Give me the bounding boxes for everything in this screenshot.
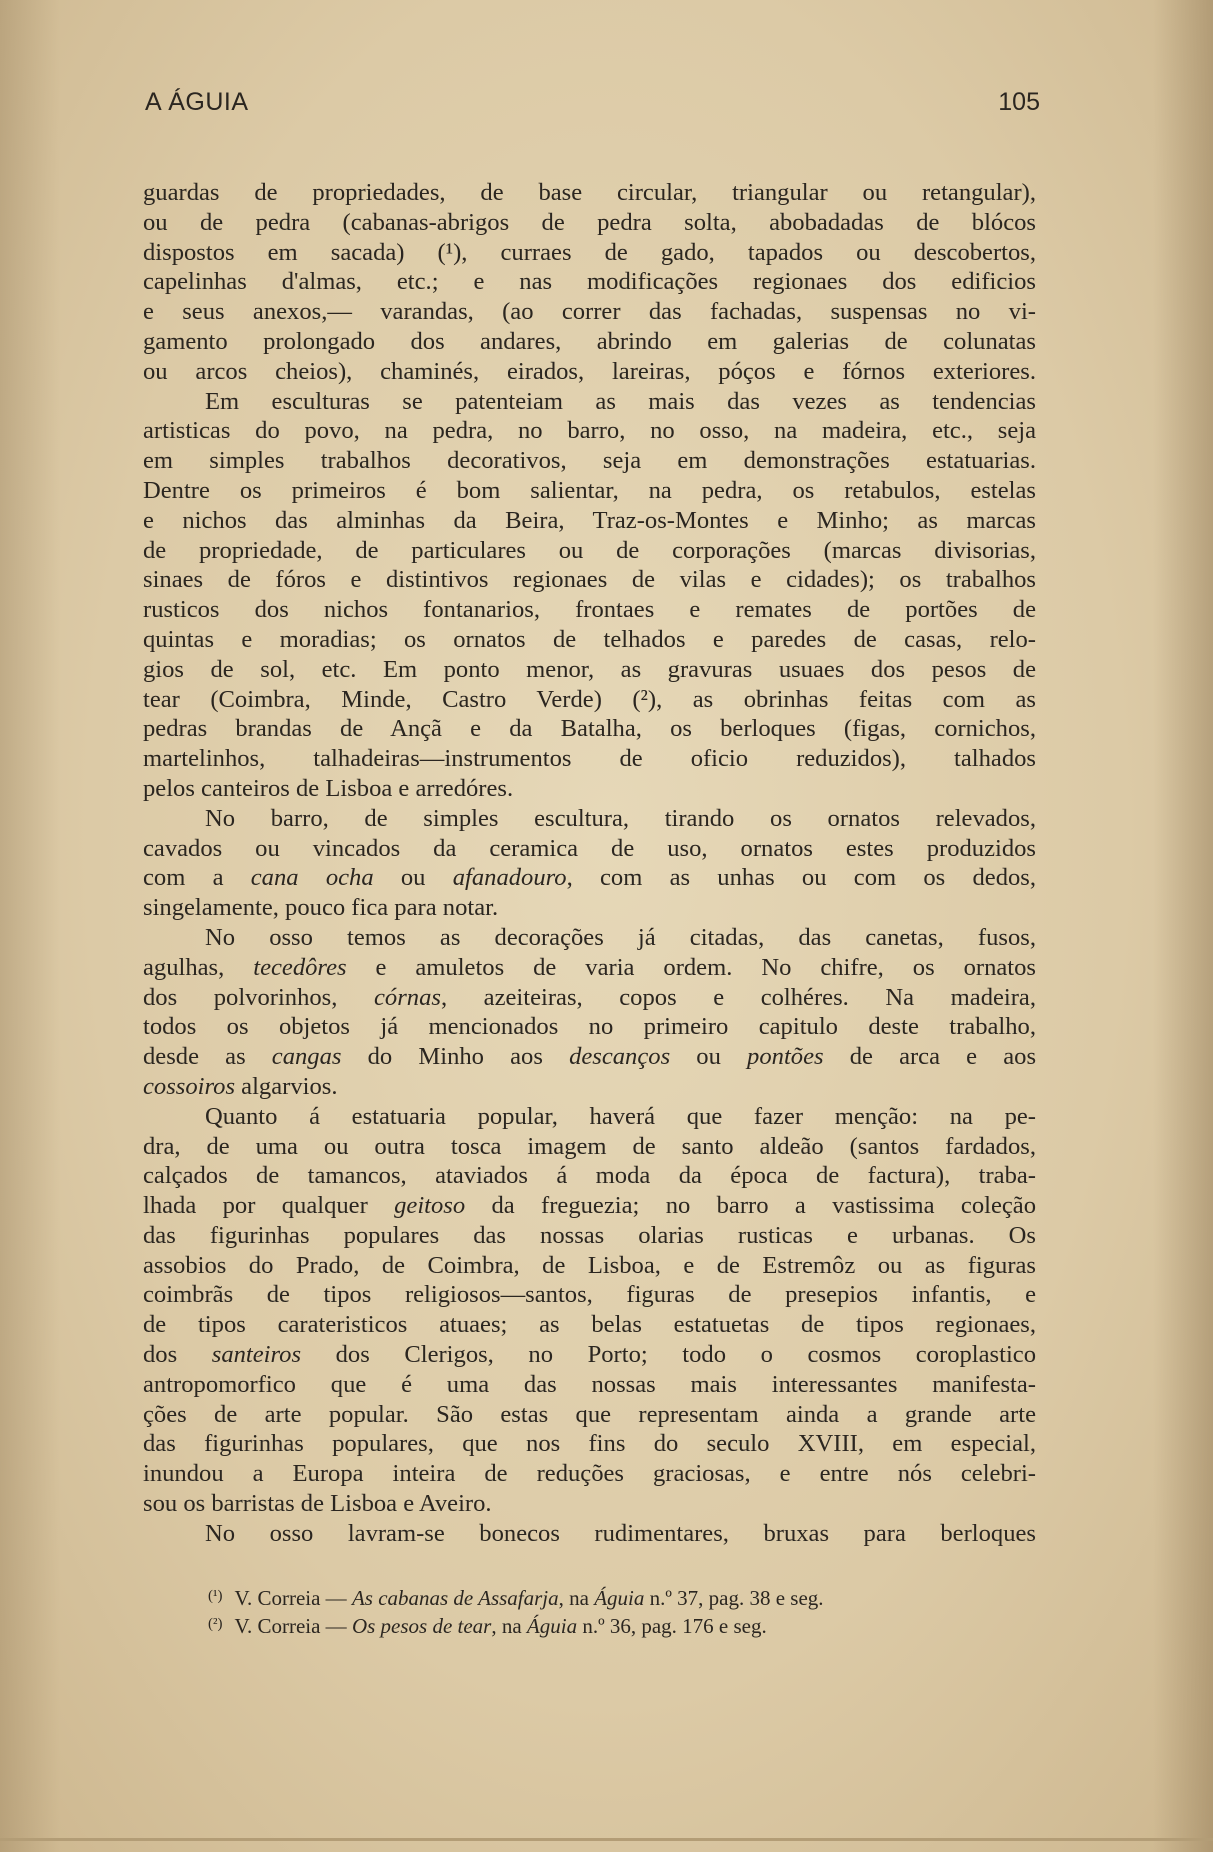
- text-line: guardas de propriedades, de base circular, triangular ou retangular),: [143, 179, 1036, 206]
- text-line: e seus anexos,— varandas, (ao correr das fachadas, suspensas no vi-: [143, 298, 1036, 326]
- text-line: inundou a Europa inteira de reduções graciosas, e entre nós celebri-: [143, 1460, 1036, 1488]
- text-line: gamento prolongado dos andares, abrindo em galerias de colunatas: [143, 327, 1036, 355]
- text-line: artisticas do povo, na pedra, no barro, no osso, na madeira, etc., seja: [143, 417, 1036, 445]
- text-line: dispostos em sacada) (¹), curraes de gado, tapados ou descobertos,: [143, 238, 1036, 266]
- text-line: pedras brandas de Ançã e da Batalha, os berloques (figas, cornichos,: [143, 715, 1036, 743]
- text-line: tear (Coimbra, Minde, Castro Verde) (²), as obrinhas feitas com as: [143, 685, 1036, 713]
- text-line: ou arcos cheios), chaminés, eirados, lareiras, póços e fórnos exteriores.: [143, 357, 1036, 385]
- text-line: pelos canteiros de Lisboa e arredóres.: [143, 774, 514, 802]
- text-line: sinaes de fóros e distintivos regionaes de vilas e cidades); os trabalhos: [143, 566, 1036, 594]
- text-line: Quanto á estatuaria popular, haverá que fazer menção: na pe-: [205, 1102, 1036, 1130]
- text-line: sou os barristas de Lisboa e Aveiro.: [143, 1490, 492, 1518]
- text-line: No osso lavram-se bonecos rudimentares, bruxas para berloques: [205, 1519, 1036, 1547]
- running-head: [145, 88, 1040, 124]
- text-line: em simples trabalhos decorativos, seja em demonstrações estatuarias.: [143, 447, 1036, 475]
- text-line: todos os objetos já mencionados no primeiro capitulo deste trabalho,: [143, 1013, 1036, 1041]
- text-line: quintas e moradias; os ornatos de telhados e paredes de casas, relo-: [143, 625, 1036, 653]
- footnotes: [208, 1583, 1028, 1639]
- body-text: [143, 178, 1036, 1549]
- page-edge-shadow-left: [0, 0, 60, 1852]
- text-line: No osso temos as decorações já citadas, das canetas, fusos,: [205, 923, 1036, 951]
- page-edge-shadow-right: [1153, 0, 1213, 1852]
- footnote-text: V. Correia — As cabanas de Assafarja, na Águia n.º 37, pag. 38 e seg.: [234, 1586, 824, 1610]
- text-line: de propriedade, de particulares ou de corporações (marcas divisorias,: [143, 536, 1036, 564]
- text-line: antropomorfico que é uma das nossas mais interessantes manifesta-: [143, 1370, 1036, 1398]
- footnote-mark: (²): [208, 1616, 223, 1632]
- text-line: gios de sol, etc. Em ponto menor, as gravuras usuaes dos pesos de: [143, 655, 1036, 683]
- text-line: Em esculturas se patenteiam as mais das vezes as tendencias: [205, 387, 1036, 415]
- text-line: das figurinhas populares das nossas olarias rusticas e urbanas. Os: [143, 1221, 1036, 1249]
- text-line: das figurinhas populares, que nos fins do seculo XVIII, em especial,: [143, 1430, 1036, 1458]
- text-line: dos polvorinhos, córnas, azeiteiras, copos e colhéres. Na madeira,: [143, 983, 1036, 1011]
- text-line: dra, de uma ou outra tosca imagem de santo aldeão (santos fardados,: [143, 1132, 1036, 1160]
- footnote: [208, 1583, 1028, 1611]
- text-line: agulhas, tecedôres e amuletos de varia ordem. No chifre, os ornatos: [143, 953, 1036, 981]
- text-line: com a cana ocha ou afanadouro, com as unhas ou com os dedos,: [143, 864, 1037, 892]
- footnote-text: V. Correia — Os pesos de tear, na Águia n.º 36, pag. 176 e seg.: [234, 1614, 767, 1638]
- text-line: martelinhos, talhadeiras—instrumentos de oficio reduzidos), talhados: [143, 745, 1036, 773]
- text-line: calçados de tamancos, ataviados á moda da época de factura), traba-: [143, 1162, 1036, 1190]
- text-line: cossoiros algarvios.: [143, 1072, 338, 1100]
- text-line: lhada por qualquer geitoso da freguezia; no barro a vastissima coleção: [143, 1192, 1037, 1220]
- text-line: No barro, de simples escultura, tirando os ornatos relevados,: [205, 804, 1036, 832]
- text-line: ou de pedra (cabanas-abrigos de pedra solta, abobadadas de blócos: [143, 208, 1036, 236]
- page-number: 105: [998, 88, 1040, 116]
- footnote-mark: (¹): [208, 1588, 223, 1604]
- text-line: capelinhas d'almas, etc.; e nas modificações regionaes dos edificios: [143, 268, 1036, 296]
- text-line: Dentre os primeiros é bom salientar, na pedra, os retabulos, estelas: [143, 476, 1036, 504]
- text-line: ções de arte popular. São estas que representam ainda a grande arte: [143, 1400, 1036, 1428]
- text-line: rusticos dos nichos fontanarios, frontaes e remates de portões de: [143, 596, 1036, 624]
- text-line: cavados ou vincados da ceramica de uso, ornatos estes produzidos: [143, 834, 1036, 862]
- text-line: coimbrãs de tipos religiosos—santos, figuras de presepios infantis, e: [143, 1281, 1036, 1309]
- text-line: e nichos das alminhas da Beira, Traz-os-Montes e Minho; as marcas: [143, 506, 1036, 534]
- journal-title: A ÁGUIA: [145, 88, 249, 116]
- text-line: desde as cangas do Minho aos descanços ou pontões de arca e aos: [143, 1043, 1037, 1071]
- text-line: singelamente, pouco fica para notar.: [143, 894, 499, 922]
- text-line: assobios do Prado, de Coimbra, de Lisboa, e de Estremôz ou as figuras: [143, 1251, 1036, 1279]
- text-line: dos santeiros dos Clerigos, no Porto; todo o cosmos coroplastico: [143, 1341, 1036, 1369]
- page-bottom-edge: [0, 1838, 1213, 1841]
- text-line: de tipos carateristicos atuaes; as belas estatuetas de tipos regionaes,: [143, 1311, 1036, 1339]
- footnote: [208, 1611, 1028, 1639]
